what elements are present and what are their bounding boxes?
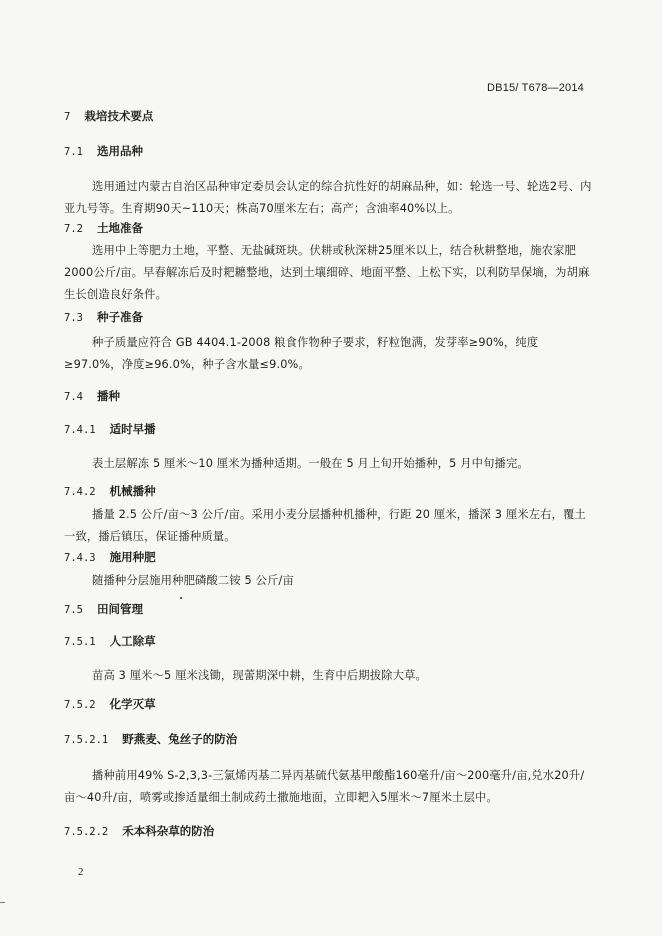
section-number: 7.5.2.2 [64, 826, 109, 838]
section-heading-7-2 [64, 220, 143, 236]
standard-code: DB15/ T678—2014 [487, 82, 584, 94]
section-heading-7 [64, 108, 153, 124]
scan-speck [180, 597, 182, 599]
section-number: 7.5.2.1 [64, 734, 109, 746]
section-title: 野燕麦、兔丝子的防治 [122, 732, 238, 746]
section-number: 7.4.2 [64, 486, 96, 498]
section-number: 7.3 [64, 312, 83, 324]
section-heading-7-4-2 [64, 483, 156, 499]
section-number: 7.2 [64, 223, 83, 235]
paragraph-seed: 种子质量应符合 GB 4404.1-2008 粮食作物种子要求，籽粒饱满，发芽率≥90%，纯度≥97.0%，净度≥96.0%，种子含水量≤9.0%。 [64, 336, 539, 371]
section-number: 7.4.1 [64, 424, 96, 436]
section-number: 7.5.1 [64, 636, 96, 648]
section-heading-7-5-1 [64, 633, 156, 649]
section-heading-7-3 [64, 309, 143, 325]
section-heading-7-4-1 [64, 421, 156, 437]
section-heading-7-5-2-2 [64, 823, 214, 839]
paragraph-mechanical-sowing: 播量 2.5 公斤/亩～3 公斤/亩。采用小麦分层播种机播种，行距 20 厘米，播深 3 厘米左右，覆土一致，播后镇压，保证播种质量。 [64, 508, 586, 543]
section-title: 栽培技术要点 [84, 109, 154, 123]
section-title: 人工除草 [109, 634, 156, 648]
paragraph-oat-dodder-control: 播种前用49% S-2,3,3-三氯烯丙基二异丙基硫代氨基甲酸酯160毫升/亩～200毫升/亩,兑水20升/亩～40升/亩，喷雾或掺适量细土制成药土撒施地面，立即耙入5厘米～7厘米土层中。 [64, 769, 585, 804]
section-heading-7-5-2-1 [64, 731, 237, 747]
section-heading-7-5-2 [64, 696, 156, 712]
section-number: 7.5.2 [64, 699, 96, 711]
section-heading-7-5 [64, 601, 143, 617]
scan-edge-mark [0, 902, 5, 903]
section-title: 土地准备 [96, 221, 143, 235]
section-heading-7-1 [64, 143, 143, 159]
section-title: 机械播种 [109, 484, 156, 498]
section-heading-7-4-3 [64, 549, 156, 565]
section-title: 适时早播 [109, 422, 156, 436]
section-title: 禾本科杂草的防治 [122, 824, 215, 838]
paragraph-sowing-time: 表土层解冻 5 厘米～10 厘米为播种适期。一般在 5 月上旬开始播种，5 月中旬播完。 [92, 457, 529, 470]
page-number: 2 [78, 866, 84, 878]
paragraph-seed-fertilizer: 随播种分层施用种肥磷酸二铵 5 公斤/亩 [92, 574, 294, 587]
section-number: 7.4.3 [64, 552, 96, 564]
section-number: 7.4 [64, 391, 83, 403]
section-number: 7.5 [64, 604, 83, 616]
section-title: 田间管理 [96, 602, 143, 616]
paragraph-land: 选用中上等肥力土地，平整、无盐碱斑块。伏耕或秋深耕25厘米以上，结合秋耕整地，施农家肥2000公斤/亩。早春解冻后及时耙耱整地，达到土壤细碎、地面平整、上松下实，以利防旱保墒，为胡麻生长创造良好条件。 [64, 244, 590, 301]
section-title: 化学灭草 [109, 697, 156, 711]
section-heading-7-4 [64, 388, 120, 404]
section-title: 播种 [96, 389, 120, 403]
section-title: 选用品种 [96, 144, 143, 158]
section-title: 施用种肥 [109, 550, 156, 564]
paragraph-variety: 选用通过内蒙古自治区品种审定委员会认定的综合抗性好的胡麻品种，如：轮选一号、轮选2号、内亚九号等。生育期90天~110天；株高70厘米左右；高产；含油率40%以上。 [64, 180, 592, 215]
section-number: 7 [64, 111, 71, 123]
paragraph-manual-weeding: 苗高 3 厘米～5 厘米浅锄，现蕾期深中耕，生育中后期拔除大草。 [92, 669, 427, 682]
section-title: 种子准备 [96, 310, 143, 324]
section-number: 7.1 [64, 146, 83, 158]
